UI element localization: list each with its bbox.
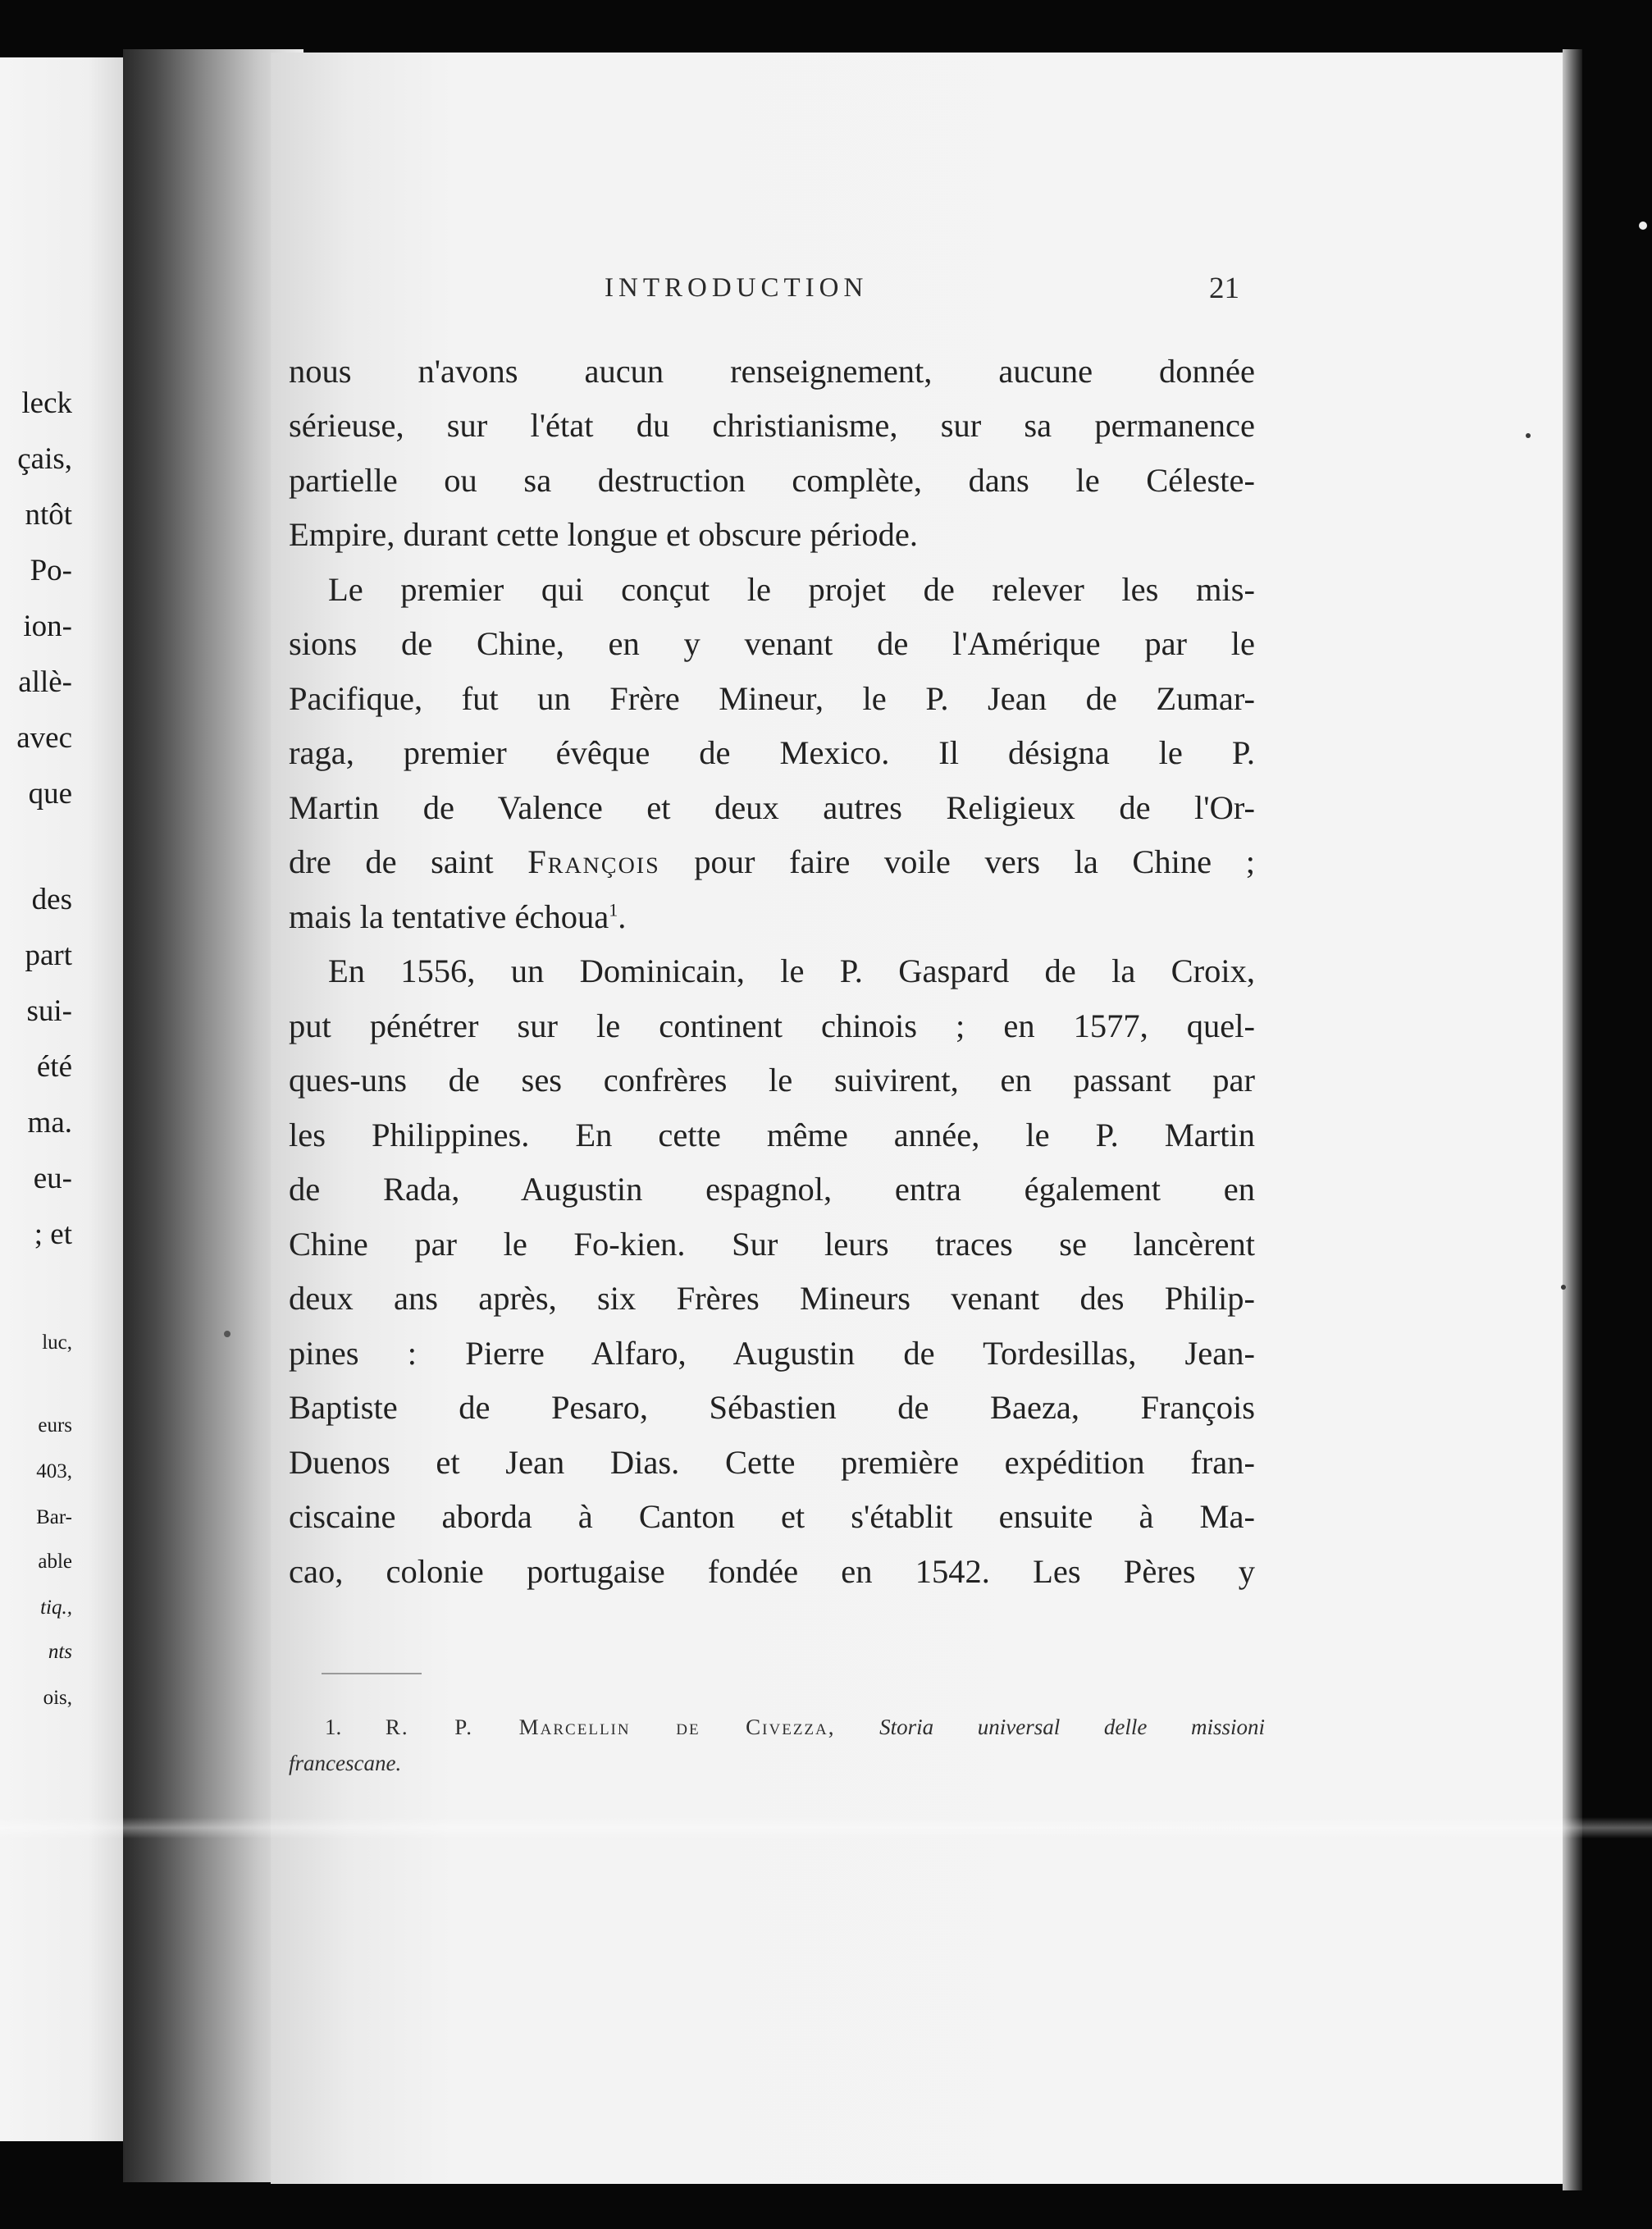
page-number: 21 (1209, 272, 1239, 305)
text-line: Baptiste de Pesaro, Sébastien de Baeza, François (289, 1389, 1255, 1426)
left-fragment: allè- (18, 665, 72, 699)
left-fragment: nts (48, 1641, 72, 1663)
left-fragment: ois, (43, 1687, 72, 1709)
text-fragment: mais la tentative échoua (289, 898, 609, 935)
footnote-ref: 1 (609, 899, 618, 920)
footnote-line (325, 1715, 1265, 1740)
text-line: nous n'avons aucun renseignement, aucune donnée (289, 353, 1255, 390)
text-line: deux ans après, six Frères Mineurs venant des Philip- (289, 1280, 1255, 1317)
left-fragment: sui- (26, 994, 72, 1028)
left-fragment: ion- (23, 610, 72, 643)
text-line: Martin de Valence et deux autres Religieux de l'Or- (289, 789, 1255, 826)
left-fragment: des (31, 883, 72, 916)
left-fragment: ; et (34, 1217, 72, 1251)
left-fragment: 403, (36, 1460, 72, 1482)
left-fragment: eurs (38, 1414, 72, 1437)
left-fragment: eu- (33, 1162, 72, 1195)
left-fragment: été (36, 1050, 72, 1084)
dust-speck (224, 1331, 230, 1337)
text-line: sions de Chine, en y venant de l'Amérique par le (289, 625, 1255, 662)
footnote-title: Storia universal delle missioni (879, 1715, 1265, 1739)
text-line (289, 898, 1255, 935)
text-line: Le premier qui conçut le projet de relever les mis- (328, 571, 1255, 608)
dust-speck (1639, 222, 1647, 230)
page-edge (1563, 49, 1582, 2190)
text-line: ciscaine aborda à Canton et s'établit ensuite à Ma- (289, 1498, 1255, 1535)
left-fragment: leck (21, 386, 72, 420)
footnote-rule (322, 1673, 422, 1674)
left-fragment: part (25, 939, 72, 972)
text-line: put pénétrer sur le continent chinois ; en 1577, quel- (289, 1007, 1255, 1044)
left-fragment: luc, (42, 1331, 72, 1354)
footnote-title-cont: francescane. (289, 1751, 402, 1775)
text-line: En 1556, un Dominicain, le P. Gaspard de la Croix, (328, 952, 1255, 989)
text-line: Chine par le Fo-kien. Sur leurs traces se lancèrent (289, 1226, 1255, 1263)
dust-speck (1526, 433, 1531, 438)
text-line: les Philippines. En cette même année, le P. Martin (289, 1117, 1255, 1153)
footnote-number: 1. (325, 1715, 342, 1739)
text-fragment: pour faire voile vers la Chine ; (694, 843, 1256, 880)
footnote-author: R. P. Marcellin de Civezza, (385, 1715, 836, 1739)
text-fragment: . (618, 898, 627, 935)
name-small-caps: François (527, 843, 660, 880)
left-fragment: able (38, 1551, 72, 1573)
running-title: INTRODUCTION (605, 273, 869, 303)
left-fragment: Po- (30, 554, 72, 587)
text-fragment: dre de saint (289, 843, 494, 880)
text-line: Empire, durant cette longue et obscure période. (289, 516, 918, 553)
text-line (289, 843, 1256, 880)
footnote-line (289, 1751, 401, 1776)
text-line: cao, colonie portugaise fondée en 1542. Les Pères y (289, 1553, 1255, 1590)
left-fragment: çais, (17, 442, 72, 476)
left-fragment: tiq., (40, 1596, 72, 1619)
left-fragment: avec (16, 721, 72, 755)
dust-speck (1561, 1285, 1566, 1290)
left-fragment: ma. (27, 1106, 72, 1140)
text-line: ques-uns de ses confrères le suivirent, en passant par (289, 1062, 1255, 1099)
text-line: raga, premier évêque de Mexico. Il désigna le P. (289, 734, 1255, 771)
left-fragment: que (28, 777, 72, 811)
scan-artifact-band (0, 1817, 1652, 1838)
text-line: pines : Pierre Alfaro, Augustin de Tordesillas, Jean- (289, 1335, 1255, 1372)
text-line: Duenos et Jean Dias. Cette première expédition fran- (289, 1444, 1255, 1481)
left-fragment: ntôt (25, 498, 72, 532)
text-line: de Rada, Augustin espagnol, entra également en (289, 1171, 1255, 1208)
text-line: Pacifique, fut un Frère Mineur, le P. Jean de Zumar- (289, 680, 1255, 717)
left-fragment: Bar- (36, 1506, 72, 1528)
text-line: partielle ou sa destruction complète, dans le Céleste- (289, 462, 1255, 499)
text-line: sérieuse, sur l'état du christianisme, sur sa permanence (289, 407, 1255, 444)
